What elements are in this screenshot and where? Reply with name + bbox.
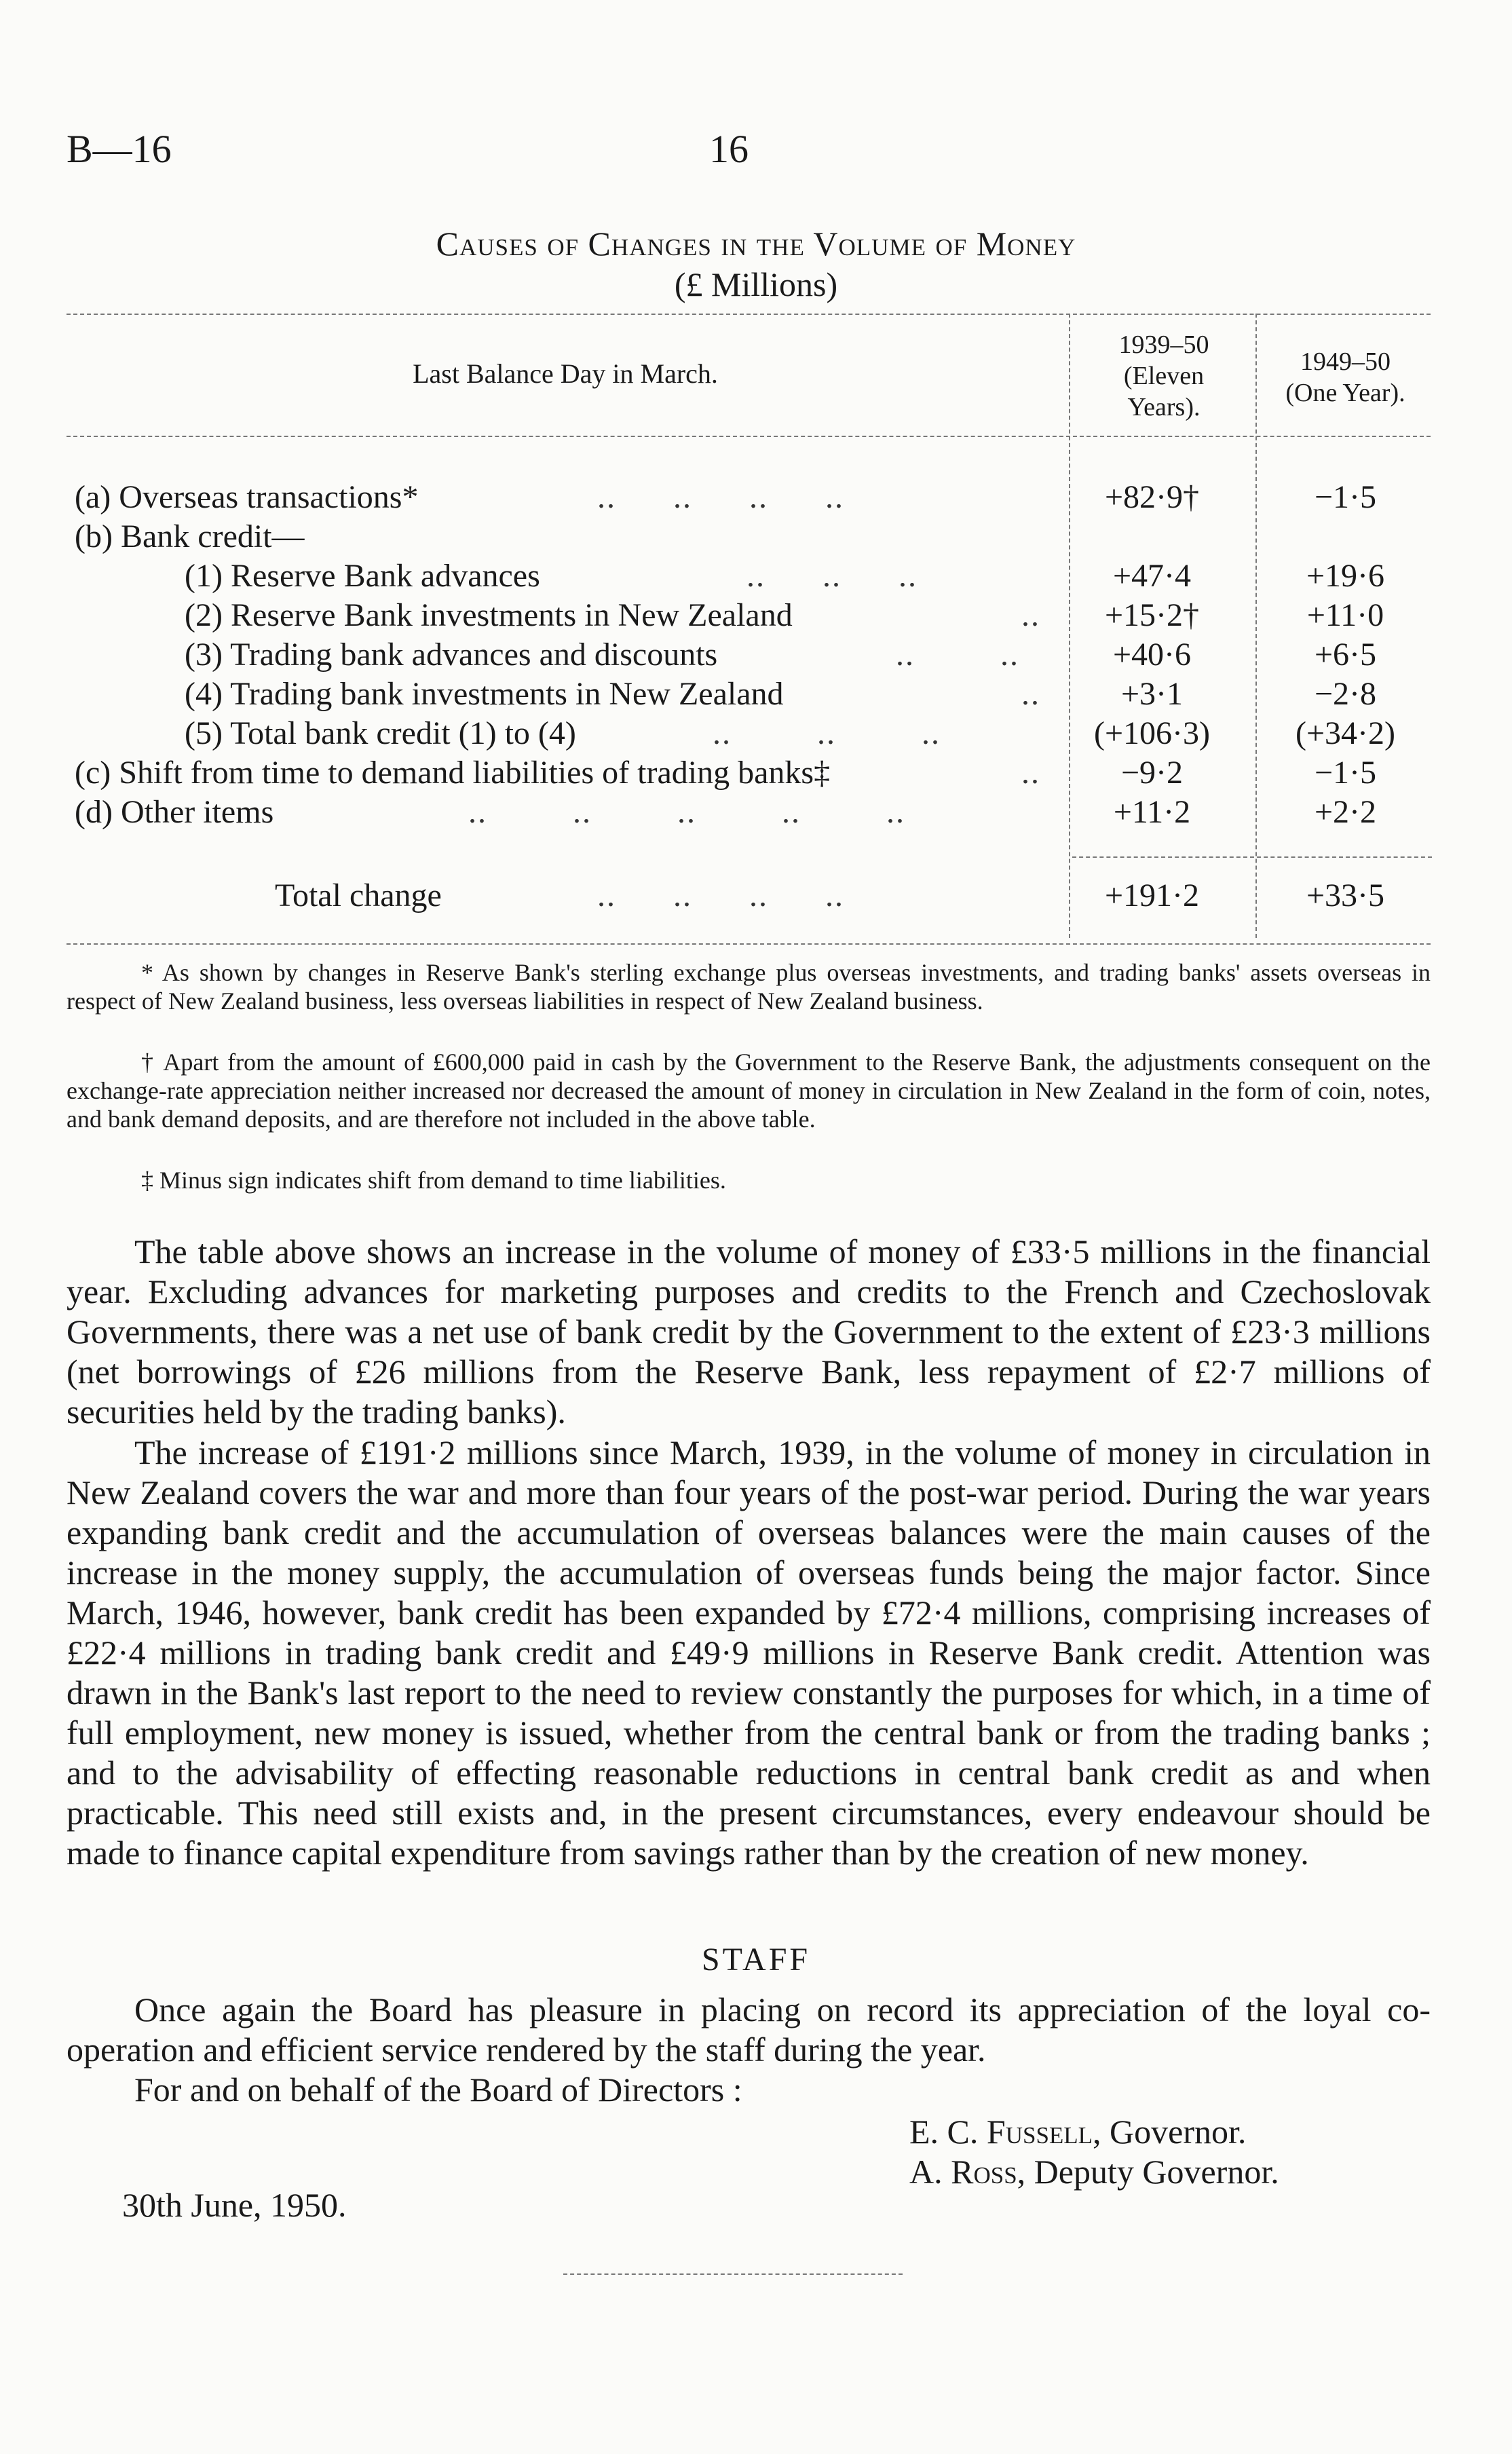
value-1949-50: −1·5 [1314, 479, 1377, 515]
value-1939-50: (+106·3) [1093, 715, 1211, 751]
table-row [0, 793, 1512, 833]
value-1949-50: +11·0 [1306, 597, 1384, 633]
report-date: 30th June, 1950. [122, 2186, 347, 2224]
report-reference: B—16 [67, 127, 172, 171]
value-1939-50: +40·6 [1112, 637, 1192, 673]
header-bottom-rule [67, 436, 1431, 437]
row-label: (a) Overseas transactions* [75, 479, 419, 515]
leader-dots: .. .. .. .. [597, 479, 844, 515]
table-bottom-rule [67, 943, 1431, 945]
total-1949-50: +33·5 [1306, 877, 1385, 913]
leader-dots: .. [1021, 755, 1040, 791]
footnote-double-dagger: ‡ Minus sign indicates shift from demand to time liabilities. [141, 1167, 726, 1194]
table-row [0, 597, 1512, 636]
row-label: (2) Reserve Bank investments in New Zealand [185, 597, 793, 633]
row-label: (1) Reserve Bank advances [185, 558, 540, 594]
body-paragraph: The table above shows an increase in the volume of money of £33·5 millions in the financial year. Excluding advances for marketing purposes and credits to the French and Czechoslovak Governments, there was a net use of bank credit by the Government to the extent of £23·3 millions (net borrowings of £26 millions from the Reserve Bank, less repayment of £2·7 millions of securities held by the trading banks). [67, 1232, 1431, 1431]
end-rule [563, 2273, 903, 2275]
row-label: (4) Trading bank investments in New Zealand [185, 676, 784, 712]
leader-dots: .. .. .. .. .. [468, 794, 905, 830]
table-row [0, 675, 1512, 715]
column-header-1949-50-line1: 1949–50 [1300, 347, 1391, 376]
page-number: 16 [709, 127, 749, 171]
row-label: (c) Shift from time to demand liabilities of trading banks‡ [75, 755, 831, 791]
row-label: (d) Other items [75, 794, 274, 830]
signatory-name: E. C. Fussell [909, 2113, 1093, 2151]
value-1939-50: +11·2 [1113, 794, 1191, 830]
behalf-line: For and on behalf of the Board of Directors : [134, 2071, 742, 2109]
table-row [0, 518, 1512, 557]
row-label: (b) Bank credit— [75, 518, 305, 554]
staff-heading: STAFF [701, 1942, 811, 1978]
column-header-1939-50-line3: Years). [1127, 393, 1201, 421]
total-label: Total change [275, 877, 442, 913]
subtotal-rule [1072, 856, 1432, 858]
total-1939-50: +191·2 [1104, 877, 1200, 913]
column-header-1939-50-line2: (Eleven [1123, 362, 1205, 390]
row-label: (5) Total bank credit (1) to (4) [185, 715, 576, 751]
table-row [0, 636, 1512, 675]
value-1949-50: +2·2 [1314, 794, 1377, 830]
table-row [0, 715, 1512, 754]
value-1949-50: +6·5 [1314, 637, 1377, 673]
signature-deputy-governor [909, 2152, 1279, 2191]
value-1939-50: +82·9† [1104, 479, 1200, 515]
value-1949-50: −1·5 [1314, 755, 1377, 791]
staff-paragraph: Once again the Board has pleasure in placing on record its appreciation of the loyal co-operation and efficient service rendered by the staff during the year. [67, 1990, 1431, 2069]
value-1939-50: +3·1 [1120, 676, 1184, 712]
footnote-asterisk: * As shown by changes in Reserve Bank's sterling exchange plus overseas investments, and trading banks' assets overseas in respect of New Zealand business, less overseas liabilities in respect of New Zealand business. [67, 959, 1431, 1015]
column-header-1949-50 [1259, 346, 1432, 409]
leader-dots: .. [1021, 676, 1040, 712]
leader-dots: .. .. [896, 637, 1019, 673]
signatory-name: A. Ross [909, 2153, 1017, 2191]
table-row [0, 478, 1512, 518]
value-1939-50: +47·4 [1112, 558, 1192, 594]
body-paragraph: The increase of £191·2 millions since March, 1939, in the volume of money in circulation in New Zealand covers the war and more than four years of the post-war period. During the war years expanding bank credit and the accumulation of overseas balances were the main causes of the increase in the money supply, the accumulation of overseas funds being the major factor. Since March, 1946, however, bank credit has been expanded by £72·4 millions, comprising increases of £22·4 millions in trading bank credit and £49·9 millions in Reserve Bank credit. Attention was drawn in the Bank's last report to the need to review constantly the purposes for which, in a time of full employment, new money is issued, whether from the central bank or from the trading banks ; and to the advisability of effecting reasonable reductions in central bank credit as and when practicable. This need still exists and, in the present circumstances, every endeavour should be made to finance capital expenditure from savings rather than by the creation of new money. [67, 1433, 1431, 1872]
table-total-row [0, 877, 1512, 916]
column-header-1939-50-line1: 1939–50 [1118, 331, 1209, 359]
leader-dots: .. .. .. .. [597, 877, 844, 913]
signatory-title: , Governor. [1093, 2113, 1247, 2151]
leader-dots: .. .. .. [713, 715, 941, 751]
value-1949-50: +19·6 [1306, 558, 1385, 594]
table-top-rule [67, 314, 1431, 315]
column-header-label: Last Balance Day in March. [413, 358, 718, 389]
column-header-1939-50 [1072, 329, 1255, 423]
value-1949-50: (+34·2) [1295, 715, 1396, 751]
table-row [0, 754, 1512, 793]
table-subtitle: (£ Millions) [674, 265, 838, 303]
table-row [0, 557, 1512, 597]
value-1949-50: −2·8 [1314, 676, 1377, 712]
value-1939-50: +15·2† [1104, 597, 1200, 633]
value-1939-50: −9·2 [1120, 755, 1184, 791]
footnote-dagger: † Apart from the amount of £600,000 paid in cash by the Government to the Reserve Bank, the adjustments consequent on the exchange-rate appreciation neither increased nor decreased the amount of money in circulation in New Zealand in the form of coin, notes, and bank demand deposits, and are therefore not included in the above table. [67, 1049, 1431, 1133]
column-header-1949-50-line2: (One Year). [1285, 379, 1405, 407]
row-label: (3) Trading bank advances and discounts [185, 637, 718, 673]
leader-dots: .. [1021, 597, 1040, 633]
signature-governor [909, 2112, 1246, 2151]
leader-dots: .. .. .. [746, 558, 918, 594]
table-title: Causes of Changes in the Volume of Money [436, 225, 1076, 263]
signatory-title: , Deputy Governor. [1017, 2153, 1279, 2191]
